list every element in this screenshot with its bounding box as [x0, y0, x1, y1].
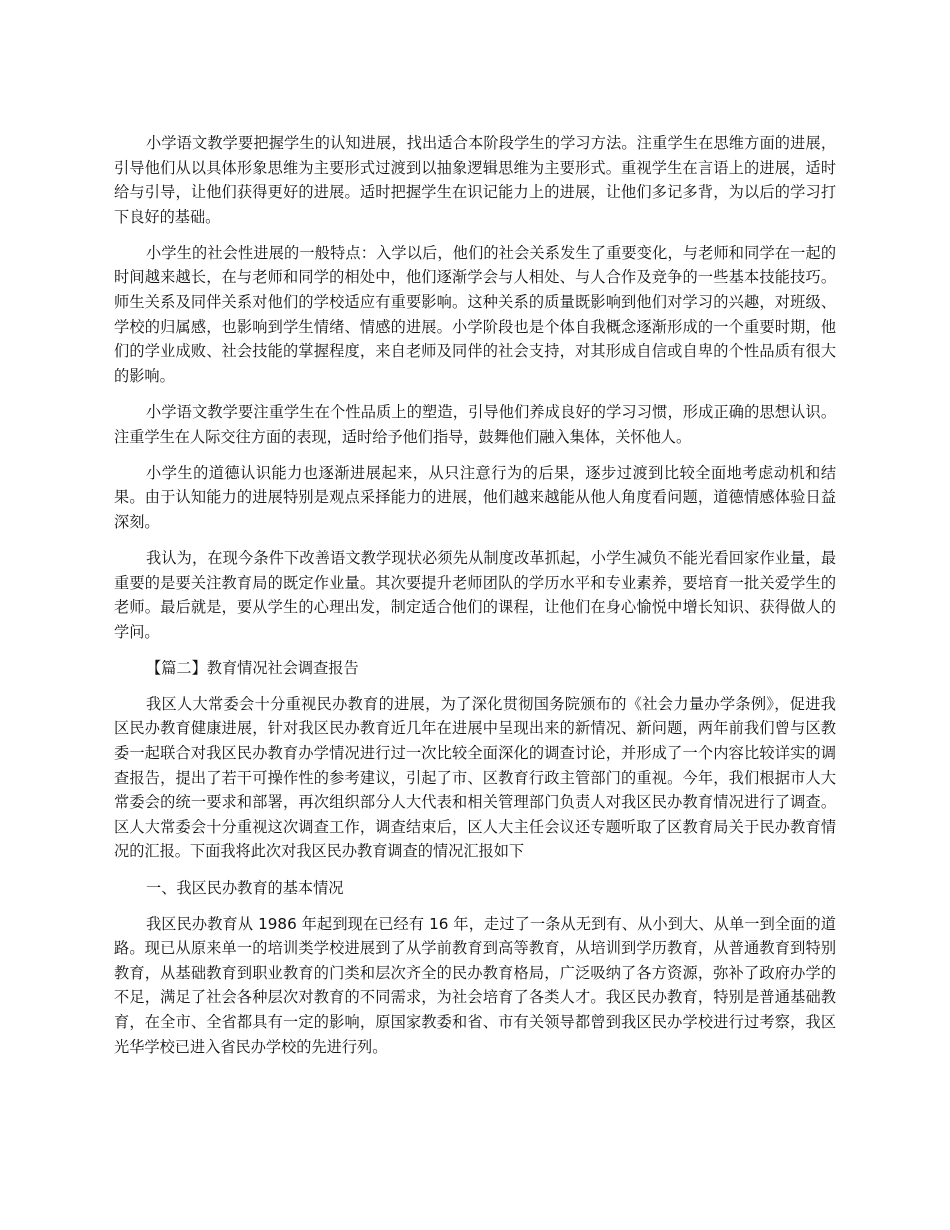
paragraph: 小学语文教学要把握学生的认知进展，找出适合本阶段学生的学习方法。注重学生在思维方面的进展，引导他们从以具体形象思维为主要形式过渡到以抽象逻辑思维为主要形式。重视学生在言语上的进展，适时给与引导，让他们获得更好的进展。适时把握学生在识记能力上的进展，让他们多记多背，为以后的学习打下良好的基础。 [114, 134, 836, 226]
paragraph: 我区人大常委会十分重视民办教育的进展，为了深化贯彻国务院颁布的《社会力量办学条例》，促进我区民办教育健康进展，针对我区民办教育近几年在进展中呈现出来的新情况、新问题，两年前我们曾与区教委一起联合对我区民办教育办学情况进行过一次比较全面深化的调查讨论，并形成了一个内容比较详实的调查报告，提出了若干可操作性的参考建议，引起了市、区教育行政主管部门的重视。今年，我们根据市人大常委会的统一要求和部署，再次组织部分人大代表和相关管理部门负责人对我区民办教育情况进行了调查。区人大常委会十分重视这次调查工作，调查结束后，区人大主任会议还专题听取了区教育局关于民办教育情况的汇报。下面我将此次对我区民办教育调查的情况汇报如下 [114, 694, 836, 861]
paragraph: 我认为，在现今条件下改善语文教学现状必须先从制度改革抓起，小学生减负不能光看回家作业量，最重要的是要关注教育局的既定作业量。其次要提升老师团队的学历水平和专业素养，要培育一批关爱学生的老师。最后就是，要从学生的心理出发，制定适合他们的课程，让他们在身心愉悦中增长知识、获得做人的学问。 [114, 548, 836, 641]
section-heading: 一、我区民办教育的基本情况 [146, 878, 344, 897]
paragraph: 我区民办教育从 1986 年起到现在已经有 16 年，走过了一条从无到有、从小到大、从单一到全面的道路。现已从原来单一的培训类学校进展到了从学前教育到高等教育，从培训到学历教育，从普通教育到特别教育，从基础教育到职业教育的门类和层次齐全的民办教育格局，广泛吸纳了各方资源，弥补了政府办学的不足，满足了社会各种层次对教育的不同需求，为社会培育了各类人才。我区民办教育，特别是普通基础教育，在全市、全省都具有一定的影响，原国家教委和省、市有关领导都曾到我区民办学校进行过考察，我区光华学校已进入省民办学校的先进行列。 [114, 914, 836, 1056]
document-body [114, 131, 836, 1071]
paragraph: 小学语文教学要注重学生在个性品质上的塑造，引导他们养成良好的学习习惯，形成正确的思想认识。注重学生在人际交往方面的表现，适时给予他们指导，鼓舞他们融入集体，关怀他人。 [114, 402, 836, 446]
section-heading: 【篇二】教育情况社会调查报告 [146, 658, 359, 677]
paragraph: 小学生的道德认识能力也逐渐进展起来，从只注意行为的后果，逐步过渡到比较全面地考虑动机和结果。由于认知能力的进展特别是观点采择能力的进展，他们越来越能从他人角度看问题，道德情感体验日益深刻。 [114, 463, 836, 531]
paragraph: 小学生的社会性进展的一般特点：入学以后，他们的社会关系发生了重要变化，与老师和同学在一起的时间越来越长，在与老师和同学的相处中，他们逐渐学会与人相处、与人合作及竞争的一些基本技能技巧。师生关系及同伴关系对他们的学校适应有重要影响。这种关系的质量既影响到他们对学习的兴趣，对班级、学校的归属感，也影响到学生情绪、情感的进展。小学阶段也是个体自我概念逐渐形成的一个重要时期，他们的学业成败、社会技能的掌握程度，来自老师及同伴的社会支持，对其形成自信或自卑的个性品质有很大的影响。 [114, 243, 836, 385]
